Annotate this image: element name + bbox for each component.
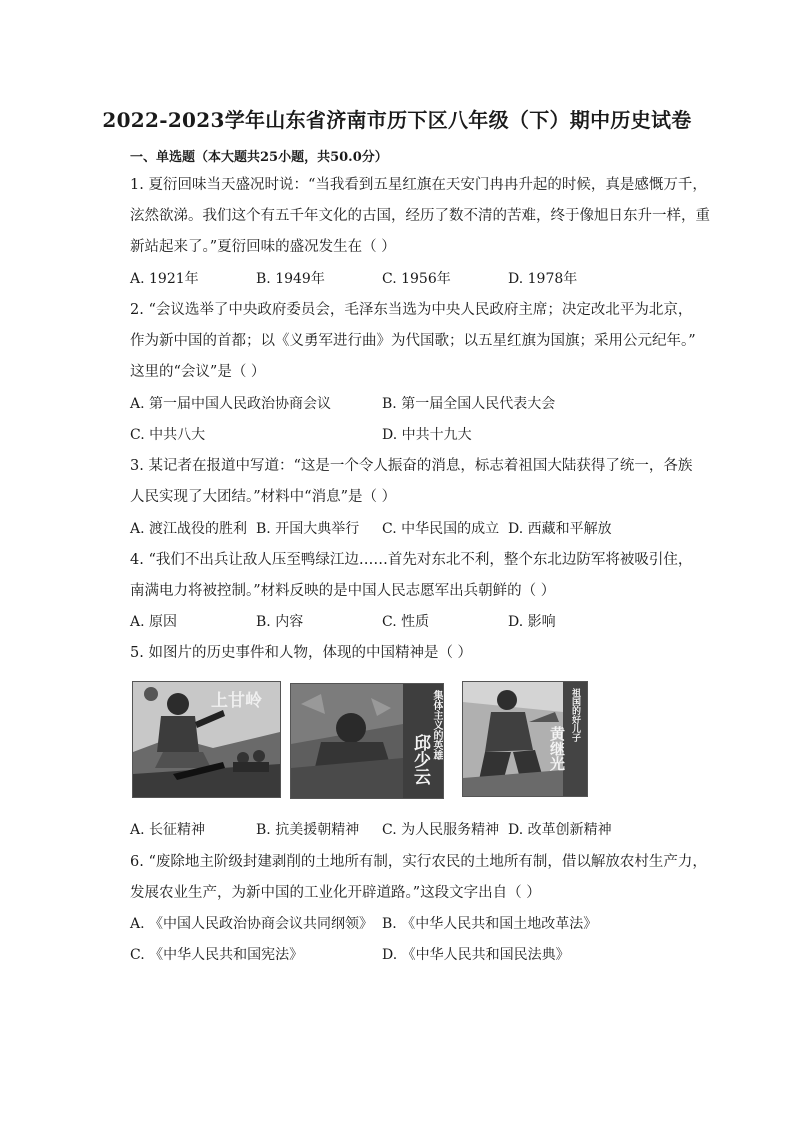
question-2-option-c: C. 中共八大: [130, 427, 206, 443]
huang-jiguang-name: 黄继光: [548, 726, 566, 771]
question-6-option-d: D. 《中华人民共和国民法典》: [382, 947, 570, 963]
question-1-option-d: D. 1978年: [508, 271, 578, 287]
question-1-option-a: A. 1921年: [130, 271, 199, 287]
question-2-line-1: 2. “会议选举了中央政府委员会，毛泽东当选为中央人民政府主席；决定改北平为北京，: [130, 302, 693, 318]
question-1-option-b: B. 1949年: [256, 271, 325, 287]
huang-jiguang-caption: 祖国的好儿子: [570, 688, 580, 742]
question-4-option-d: D. 影响: [508, 614, 556, 630]
question-3-line-2: 人民实现了大团结。”材料中“消息”是（ ）: [130, 489, 397, 505]
exam-title: 2022-2023学年山东省济南市历下区八年级（下）期中历史试卷: [102, 108, 692, 132]
question-2-line-2: 作为新中国的首都；以《义勇军进行曲》为代国歌；以五星红旗为国旗；采用公元纪年。”: [130, 333, 696, 349]
question-2-option-d: D. 中共十九大: [382, 427, 472, 443]
question-5-option-b: B. 抗美援朝精神: [256, 822, 360, 838]
question-3-option-b: B. 开国大典举行: [256, 521, 360, 537]
question-1-line-3: 新站起来了。”夏衍回味的盛况发生在（ ）: [130, 239, 396, 255]
question-2-line-3: 这里的“会议”是（ ）: [130, 364, 266, 380]
question-3-line-1: 3. 某记者在报道中写道：“这是一个令人振奋的消息，标志着祖国大陆获得了统一，各族: [130, 458, 693, 474]
question-3-option-c: C. 中华民国的成立: [382, 521, 500, 537]
question-1-line-1: 1. 夏衍回味当天盛况时说：“当我看到五星红旗在天安门冉冉升起的时候，真是感慨万千，: [130, 177, 707, 193]
question-4-option-a: A. 原因: [130, 614, 178, 630]
question-6-option-b: B. 《中华人民共和国土地改革法》: [382, 916, 598, 932]
question-6-option-c: C. 《中华人民共和国宪法》: [130, 947, 304, 963]
question-5-option-a: A. 长征精神: [130, 822, 206, 838]
question-6-line-1: 6. “废除地主阶级封建剥削的土地所有制，实行农民的土地所有制，借以解放农村生产力，: [130, 854, 707, 870]
question-6-option-a: A. 《中国人民政治协商会议共同纲领》: [130, 916, 374, 932]
question-4-line-1: 4. “我们不出兵让敌人压至鸭绿江边……首先对东北不利，整个东北边防军将被吸引住，: [130, 552, 693, 568]
question-3-option-a: A. 渡江战役的胜利: [130, 521, 248, 537]
question-5-option-c: C. 为人民服务精神: [382, 822, 500, 838]
shangganling-poster-image: [132, 681, 281, 798]
qiu-shaoyun-poster-image: [290, 683, 444, 799]
question-4-line-2: 南满电力将被控制。”材料反映的是中国人民志愿军出兵朝鲜的（ ）: [130, 583, 556, 599]
question-2-option-a: A. 第一届中国人民政治协商会议: [130, 396, 332, 412]
question-1-option-c: C. 1956年: [382, 271, 451, 287]
question-4-option-c: C. 性质: [382, 614, 430, 630]
question-3-option-d: D. 西藏和平解放: [508, 521, 612, 537]
question-2-option-b: B. 第一届全国人民代表大会: [382, 396, 556, 412]
question-5-line-1: 5. 如图片的历史事件和人物，体现的中国精神是（ ）: [130, 645, 473, 661]
qiu-shaoyun-caption: 集体主义的英雄: [431, 690, 442, 760]
question-6-line-2: 发展农业生产，为新中国的工业化开辟道路。”这段文字出自（ ）: [130, 885, 541, 901]
section-heading: 一、单选题（本大题共25小题，共50.0分）: [130, 150, 388, 165]
question-4-option-b: B. 内容: [256, 614, 304, 630]
question-5-option-d: D. 改革创新精神: [508, 822, 612, 838]
shangganling-caption: 上甘岭: [211, 691, 262, 711]
question-1-line-2: 泫然欲涕。我们这个有五千年文化的古国，经历了数不清的苦难，终于像旭日东升一样，重: [130, 208, 710, 224]
qiu-shaoyun-name: 邱少云: [410, 734, 430, 785]
huang-jiguang-poster-image: [462, 681, 588, 797]
